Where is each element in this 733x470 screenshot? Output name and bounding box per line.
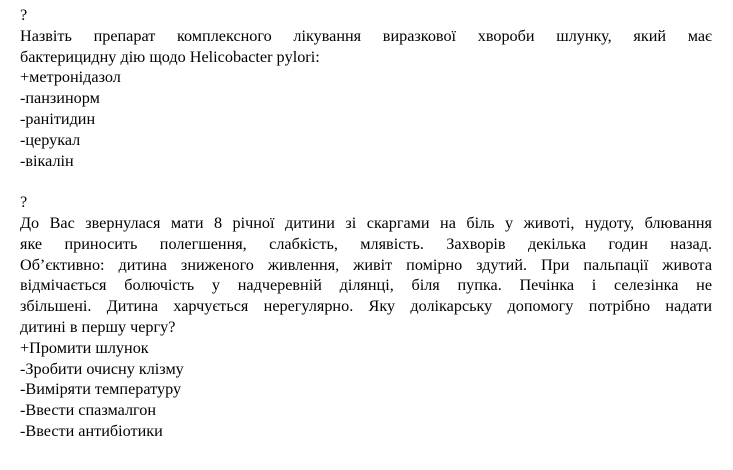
- answer-option: -Виміряти температуру: [20, 380, 182, 399]
- question-marker: ?: [20, 193, 28, 212]
- question-text-line: збільшені. Дитина харчується нерегулярно. Яку долікарську допомогу потрібно надати: [20, 297, 712, 316]
- answer-option: -Ввести антибіотики: [20, 421, 163, 440]
- answer-option: -Ввести спазмалгон: [20, 401, 157, 420]
- answer-option-correct: +метронідазол: [20, 68, 121, 87]
- answer-option: -ранітидин: [20, 109, 96, 128]
- answer-option: -панзинорм: [20, 89, 100, 108]
- blank-line: [20, 171, 712, 192]
- question-text-line: бактерицидну дію щодо Helicobacter pylori:: [20, 47, 320, 66]
- answer-option: -вікалін: [20, 151, 74, 170]
- question-1: [20, 5, 712, 171]
- question-text-line: відмічається болючість у надчеревній ділянці, біля пупка. Печінка і селезінка не: [20, 276, 712, 295]
- question-2: [20, 192, 712, 442]
- question-text-line: До Вас звернулася мати 8 річної дитини зі скаргами на біль у животі, нудоту, блювання: [20, 213, 712, 232]
- answer-option: -церукал: [20, 130, 81, 149]
- question-text-line: Назвіть препарат комплексного лікування виразкової хвороби шлунку, який має: [20, 26, 712, 45]
- question-text-line: яке приносить полегшення, слабкість, млявість. Захворів декілька годин назад.: [20, 234, 712, 253]
- answer-option-correct: +Промити шлунок: [20, 338, 149, 357]
- question-text-line: дитині в першу чергу?: [20, 317, 176, 336]
- question-text-line: Об’єктивно: дитина зниженого живлення, живіт помірно здутий. При пальпації живота: [20, 255, 712, 274]
- question-marker: ?: [20, 6, 28, 24]
- answer-option: -Зробити очисну клізму: [20, 359, 184, 378]
